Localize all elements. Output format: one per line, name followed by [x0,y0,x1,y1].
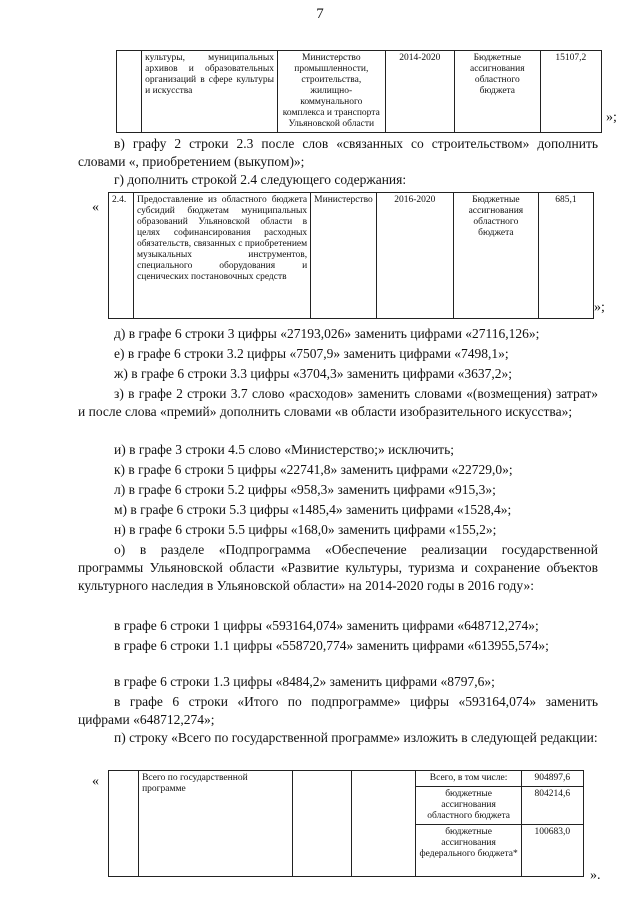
paragraph-o-1: в графе 6 строки 1 цифры «593164,074» заменить цифрами «648712,274»; [114,618,539,633]
table-cell-amount: 15107,2 [540,51,601,133]
page-number: 7 [316,6,324,22]
paragraph-p: п) строку «Всего по государственной программе» изложить в следующей редакции: [114,730,598,745]
table-cell-regional-label: бюджетные ассигнования областного бюджета [416,787,521,825]
opening-quote: « [92,774,99,789]
paragraph-e: е) в графе 6 строки 3.2 цифры «7507,9» заменить цифрами «7498,1»; [114,346,509,361]
table-cell-amount: 685,1 [538,193,593,319]
table-cell-source: Бюджетные ассигнования областного бюджета [455,51,541,133]
table-cell-source: Бюджетные ассигнования областного бюджета [453,193,538,319]
table-cell-ministry: Министерство промышленности, строительства, жилищно-коммунального комплекса и транспорта Ульяновской области [277,51,385,133]
table-cell-text: Предоставление из областного бюджета субсидий бюджетам муниципальных образований Ульяновской области в целях софинансирования расходных обязательств, связанных с приобретением музыкальных инструментов, специального оборудования и сценических постановочных средств [134,193,311,319]
paragraph-o-3: в графе 6 строки 1.3 цифры «8484,2» заменить цифрами «8797,6»; [114,674,495,689]
table-cell-ministry: Министерство [311,193,377,319]
closing-quote: »; [594,300,605,315]
table-cell-empty [292,771,351,877]
table-cell-years: 2014-2020 [385,51,454,133]
paragraph-n: н) в графе 6 строки 5.5 цифры «168,0» заменить цифрами «155,2»; [114,522,497,537]
paragraph-g: г) дополнить строкой 2.4 следующего содержания: [114,172,407,187]
paragraph-i: и) в графе 3 строки 4.5 слово «Министерство;» исключить; [114,442,454,457]
table-cell-text: культуры, муниципальных архивов и образовательных организаций в сфере культуры и искусства [142,51,278,133]
closing-quote: ». [590,868,601,883]
opening-quote: « [92,200,99,215]
paragraph-d: д) в графе 6 строки 3 цифры «27193,026» заменить цифрами «27116,126»; [114,326,540,341]
paragraph-k: к) в графе 6 строки 5 цифры «22741,8» заменить цифрами «22729,0»; [114,462,513,477]
table-cell-years: 2016-2020 [376,193,453,319]
table-continuation [116,50,602,133]
paragraph-l: л) в графе 6 строки 5.2 цифры «958,3» заменить цифрами «915,3»; [114,482,496,497]
table-cell-federal-label: бюджетные ассигнования федерального бюджета* [416,825,521,877]
table-cell-empty [117,51,142,133]
paragraph-m: м) в графе 6 строки 5.3 цифры «1485,4» заменить цифрами «1528,4»; [114,502,512,517]
table-cell-number: 2.4. [109,193,134,319]
paragraph-zh: ж) в графе 6 строки 3.3 цифры «3704,3» заменить цифрами «3637,2»; [114,366,513,381]
table-cell-total-label: Всего, в том числе: [416,771,521,787]
table-cell-empty [351,771,416,877]
paragraph-o-2: в графе 6 строки 1.1 цифры «558720,774» заменить цифрами «613955,574»; [114,638,549,653]
table-row-2-4 [108,192,594,319]
table-cell-text: Всего по государственной программе [139,771,293,877]
paragraph-v: в) графу 2 строки 2.3 после слов «связанных со строительством» дополнить словами «, приобретением (выкупом)»; [78,136,598,169]
paragraph-o: о) в разделе «Подпрограмма «Обеспечение реализации государственной программы Ульяновской области «Развитие культуры, туризма и сохранение объектов культурного наследия в Ульяновской области» на 2014-2020 годы в 2016 году»: [78,542,598,593]
paragraph-o-4: в графе 6 строки «Итого по подпрограмме» цифры «593164,074» заменить цифрами «648712,274»; [78,694,598,727]
table-total [108,770,584,877]
table-cell-regional-amount: 804214,6 [521,787,583,825]
table-cell-empty [109,771,139,877]
table-cell-federal-amount: 100683,0 [521,825,583,877]
closing-quote: »; [606,110,617,125]
table-cell-total-amount: 904897,6 [521,771,583,787]
paragraph-z: з) в графе 2 строки 3.7 слово «расходов» заменить словами «(возмещения) затрат» и после слова «премий» дополнить словами «в области изобразительного искусства»; [78,386,598,419]
